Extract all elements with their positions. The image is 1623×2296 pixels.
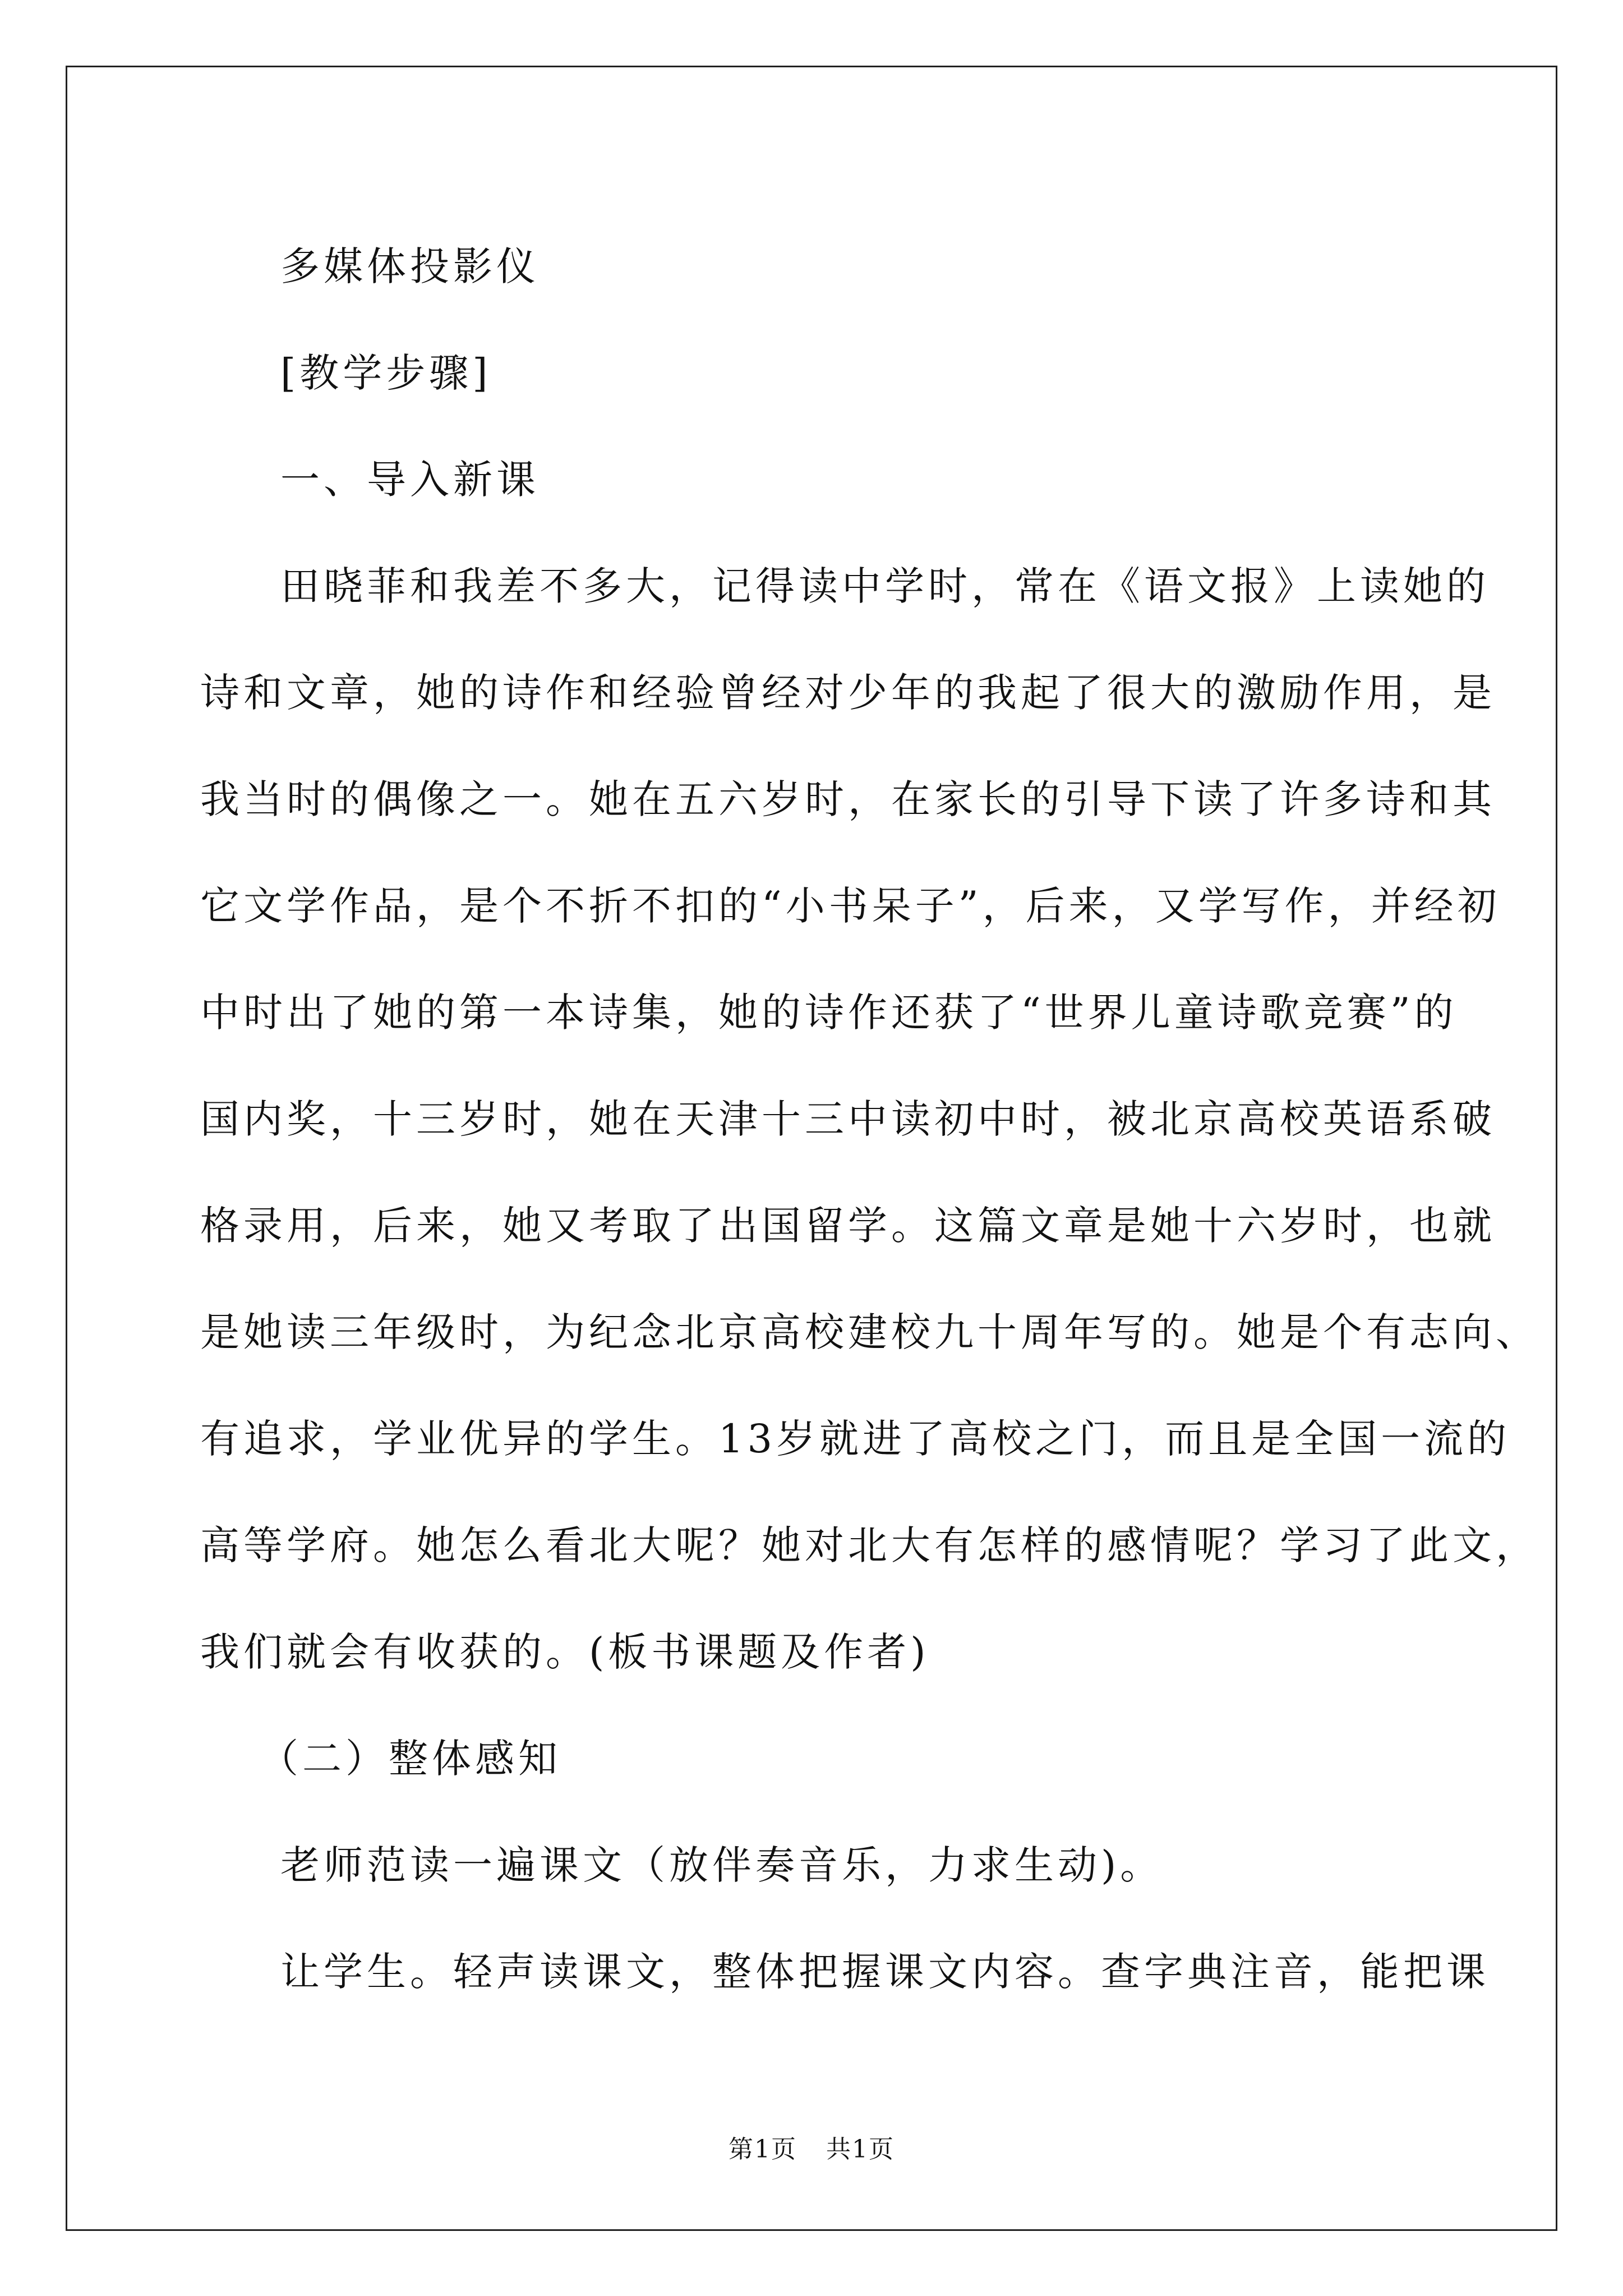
paragraph-line: 它文学作品，是个不折不扣的“小书呆子”，后来，又学写作，并经初 [200, 883, 1501, 929]
paragraph-line: 我们就会有收获的。(板书课题及作者) [200, 1629, 930, 1675]
paragraph-line: 让学生。轻声读课文，整体把握课文内容。查字典注音，能把课 [280, 1949, 1490, 1995]
paragraph-line: 有追求，学业优异的学生。13岁就进了高校之门，而且是全国一流的 [200, 1416, 1511, 1462]
paragraph-line: 老师范读一遍课文（放伴奏音乐，力求生动)。 [280, 1842, 1164, 1888]
paragraph-line: 中时出了她的第一本诗集，她的诗作还获了“世界儿童诗歌竞赛”的 [200, 990, 1458, 1036]
materials-line: 多媒体投影仪 [280, 243, 540, 289]
section-heading-overview: （二）整体感知 [259, 1736, 561, 1782]
paragraph-line: 国内奖，十三岁时，她在天津十三中读初中时，被北京高校英语系破 [200, 1096, 1496, 1142]
page-total: 共1页 [826, 2135, 895, 2164]
section-heading-intro: 一、导入新课 [280, 457, 540, 503]
paragraph-line: 格录用，后来，她又考取了出国留学。这篇文章是她十六岁时，也就 [200, 1203, 1496, 1249]
paragraph-line: 田晓菲和我差不多大，记得读中学时，常在《语文报》上读她的 [280, 563, 1490, 609]
paragraph-line: 是她读三年级时，为纪念北京高校建校九十周年写的。她是个有志向、 [200, 1309, 1539, 1355]
paragraph-line: 我当时的偶像之一。她在五六岁时，在家长的引导下读了许多诗和其 [200, 776, 1496, 822]
page-number: 第1页 [728, 2135, 797, 2164]
paragraph-line: 高等学府。她怎么看北大呢？她对北大有怎样的感情呢？学习了此文， [200, 1522, 1539, 1568]
teaching-steps-heading: [教学步骤] [280, 350, 492, 396]
document-body [200, 213, 1539, 2025]
paragraph-line: 诗和文章，她的诗作和经验曾经对少年的我起了很大的激励作用，是 [200, 670, 1496, 716]
page-footer [0, 2129, 1623, 2165]
